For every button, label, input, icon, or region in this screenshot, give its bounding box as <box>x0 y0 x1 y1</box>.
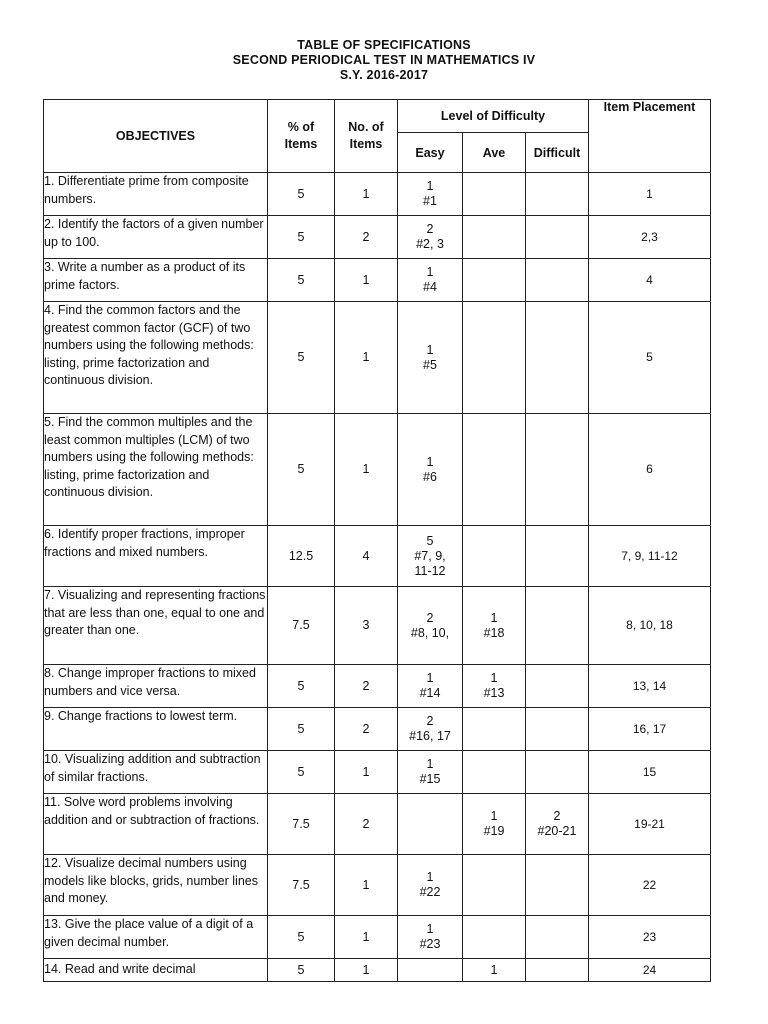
items-cell: 1 <box>335 916 398 959</box>
difficult-cell: 2 #20-21 <box>526 794 589 855</box>
ave-cell <box>463 216 526 259</box>
items-cell: 2 <box>335 708 398 751</box>
percent-cell: 5 <box>268 708 335 751</box>
ave-cell: 1 #18 <box>463 587 526 665</box>
table-row <box>44 959 711 982</box>
difficult-cell <box>526 302 589 414</box>
specifications-table <box>43 99 711 982</box>
percent-cell: 5 <box>268 302 335 414</box>
easy-cell: 1 #15 <box>398 751 463 794</box>
difficult-cell <box>526 259 589 302</box>
placement-cell: 13, 14 <box>589 665 711 708</box>
title-line-3: S.Y. 2016-2017 <box>339 68 429 82</box>
items-cell: 4 <box>335 526 398 587</box>
table-row <box>44 587 711 665</box>
table-row <box>44 216 711 259</box>
easy-cell: 2 #8, 10, <box>398 587 463 665</box>
header-ave: Ave <box>463 133 526 173</box>
header-objectives: OBJECTIVES <box>44 100 268 173</box>
objective-cell: 5. Find the common multiples and the least common multiples (LCM) of two numbers using the following methods: listing, prime factorization and continuous division. <box>44 414 268 526</box>
items-cell: 1 <box>335 302 398 414</box>
placement-cell: 4 <box>589 259 711 302</box>
items-cell: 1 <box>335 855 398 916</box>
placement-cell: 6 <box>589 414 711 526</box>
header-percent-items: % of Items <box>268 100 335 173</box>
objective-cell: 13. Give the place value of a digit of a given decimal number. <box>44 916 268 959</box>
ave-cell <box>463 414 526 526</box>
table-row <box>44 526 711 587</box>
placement-cell: 16, 17 <box>589 708 711 751</box>
placement-cell: 7, 9, 11-12 <box>589 526 711 587</box>
percent-cell: 5 <box>268 173 335 216</box>
items-cell: 1 <box>335 751 398 794</box>
objective-cell: 8. Change improper fractions to mixed numbers and vice versa. <box>44 665 268 708</box>
percent-cell: 5 <box>268 259 335 302</box>
placement-cell: 2,3 <box>589 216 711 259</box>
title-line-1: TABLE OF SPECIFICATIONS <box>297 38 471 52</box>
header-level-of-difficulty: Level of Difficulty <box>398 100 589 133</box>
placement-cell: 1 <box>589 173 711 216</box>
items-cell: 1 <box>335 414 398 526</box>
placement-cell: 24 <box>589 959 711 982</box>
objective-cell: 10. Visualizing addition and subtraction of similar fractions. <box>44 751 268 794</box>
easy-cell: 1 #4 <box>398 259 463 302</box>
objective-cell: 3. Write a number as a product of its prime factors. <box>44 259 268 302</box>
table-row <box>44 794 711 855</box>
header-easy: Easy <box>398 133 463 173</box>
ave-cell: 1 <box>463 959 526 982</box>
percent-cell: 5 <box>268 916 335 959</box>
objective-cell: 9. Change fractions to lowest term. <box>44 708 268 751</box>
table-row <box>44 259 711 302</box>
difficult-cell <box>526 916 589 959</box>
easy-cell <box>398 794 463 855</box>
table-row <box>44 173 711 216</box>
percent-cell: 5 <box>268 751 335 794</box>
items-cell: 3 <box>335 587 398 665</box>
difficult-cell <box>526 173 589 216</box>
placement-cell: 8, 10, 18 <box>589 587 711 665</box>
percent-cell: 5 <box>268 959 335 982</box>
easy-cell: 2 #16, 17 <box>398 708 463 751</box>
difficult-cell <box>526 751 589 794</box>
table-row <box>44 665 711 708</box>
header-difficult: Difficult <box>526 133 589 173</box>
header-item-placement: Item Placement <box>589 100 711 173</box>
percent-cell: 7.5 <box>268 794 335 855</box>
easy-cell: 5 #7, 9, 11-12 <box>398 526 463 587</box>
items-cell: 2 <box>335 794 398 855</box>
objective-cell: 7. Visualizing and representing fractions that are less than one, equal to one and greater than one. <box>44 587 268 665</box>
objective-cell: 1. Differentiate prime from composite numbers. <box>44 173 268 216</box>
header-row-top <box>44 100 711 133</box>
placement-cell: 5 <box>589 302 711 414</box>
items-cell: 1 <box>335 959 398 982</box>
easy-cell: 2 #2, 3 <box>398 216 463 259</box>
difficult-cell <box>526 414 589 526</box>
percent-cell: 5 <box>268 665 335 708</box>
difficult-cell <box>526 855 589 916</box>
easy-cell: 1 #22 <box>398 855 463 916</box>
placement-cell: 22 <box>589 855 711 916</box>
table-body <box>44 173 711 982</box>
percent-cell: 7.5 <box>268 855 335 916</box>
document-title <box>0 38 768 83</box>
placement-cell: 15 <box>589 751 711 794</box>
table-row <box>44 855 711 916</box>
objective-cell: 4. Find the common factors and the greatest common factor (GCF) of two numbers using the following methods: listing, prime factorization and continuous division. <box>44 302 268 414</box>
percent-cell: 7.5 <box>268 587 335 665</box>
easy-cell <box>398 959 463 982</box>
ave-cell: 1 #19 <box>463 794 526 855</box>
easy-cell: 1 #1 <box>398 173 463 216</box>
items-cell: 2 <box>335 665 398 708</box>
objective-cell: 14. Read and write decimal <box>44 959 268 982</box>
placement-cell: 23 <box>589 916 711 959</box>
items-cell: 1 <box>335 259 398 302</box>
objective-cell: 11. Solve word problems involving addition and or subtraction of fractions. <box>44 794 268 855</box>
table-row <box>44 414 711 526</box>
ave-cell: 1 #13 <box>463 665 526 708</box>
difficult-cell <box>526 665 589 708</box>
percent-cell: 5 <box>268 216 335 259</box>
difficult-cell <box>526 708 589 751</box>
difficult-cell <box>526 959 589 982</box>
table-row <box>44 302 711 414</box>
table-row <box>44 916 711 959</box>
easy-cell: 1 #23 <box>398 916 463 959</box>
ave-cell <box>463 173 526 216</box>
objective-cell: 6. Identify proper fractions, improper fractions and mixed numbers. <box>44 526 268 587</box>
ave-cell <box>463 708 526 751</box>
header-no-items: No. of Items <box>335 100 398 173</box>
items-cell: 2 <box>335 216 398 259</box>
easy-cell: 1 #6 <box>398 414 463 526</box>
objective-cell: 12. Visualize decimal numbers using models like blocks, grids, number lines and money. <box>44 855 268 916</box>
ave-cell <box>463 526 526 587</box>
table-row <box>44 751 711 794</box>
percent-cell: 12.5 <box>268 526 335 587</box>
placement-cell: 19-21 <box>589 794 711 855</box>
difficult-cell <box>526 216 589 259</box>
difficult-cell <box>526 587 589 665</box>
ave-cell <box>463 916 526 959</box>
percent-cell: 5 <box>268 414 335 526</box>
ave-cell <box>463 302 526 414</box>
easy-cell: 1 #14 <box>398 665 463 708</box>
title-line-2: SECOND PERIODICAL TEST IN MATHEMATICS IV <box>232 53 536 67</box>
difficult-cell <box>526 526 589 587</box>
ave-cell <box>463 751 526 794</box>
table-row <box>44 708 711 751</box>
easy-cell: 1 #5 <box>398 302 463 414</box>
ave-cell <box>463 855 526 916</box>
items-cell: 1 <box>335 173 398 216</box>
objective-cell: 2. Identify the factors of a given number up to 100. <box>44 216 268 259</box>
ave-cell <box>463 259 526 302</box>
